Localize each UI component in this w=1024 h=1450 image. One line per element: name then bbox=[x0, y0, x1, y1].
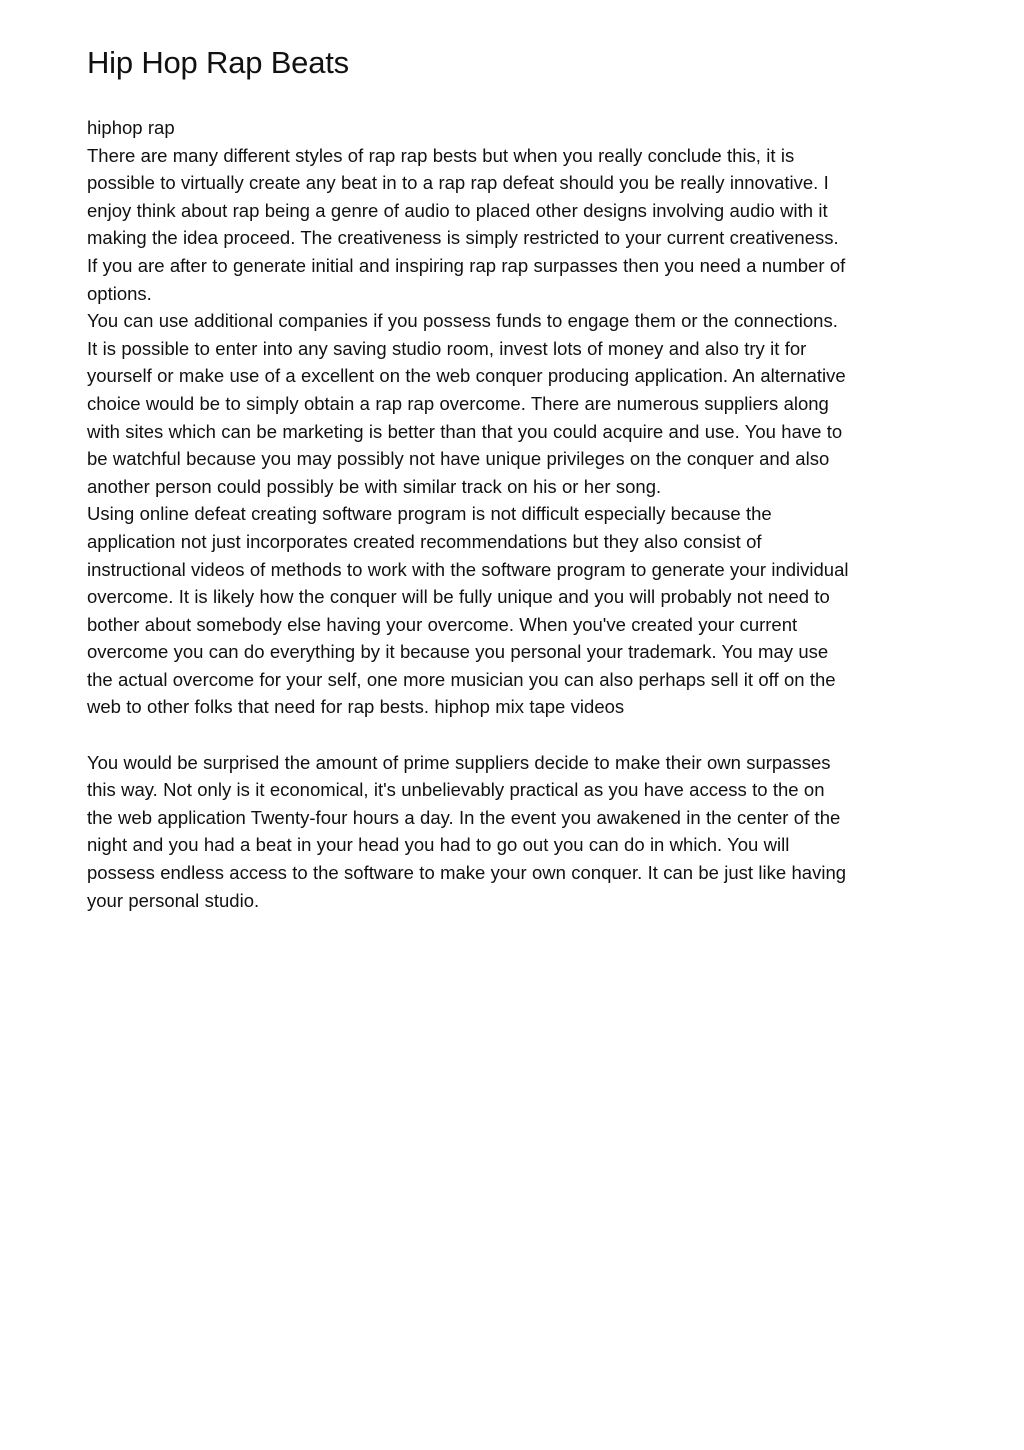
text-line: web to other folks that need for rap bests. hiphop mix tape videos bbox=[87, 696, 625, 718]
text-line: choice would be to simply obtain a rap rap overcome. There are numerous suppliers along bbox=[87, 392, 829, 414]
text-line: You can use additional companies if you possess funds to engage them or the connections. bbox=[87, 310, 838, 332]
text-line: bother about somebody else having your overcome. When you've created your current bbox=[87, 613, 798, 635]
text-line: possess endless access to the software to make your own conquer. It can be just like having bbox=[87, 862, 847, 884]
text-line: enjoy think about rap being a genre of audio to placed other designs involving audio with it bbox=[87, 199, 828, 221]
text-line: instructional videos of methods to work with the software program to generate your individual bbox=[87, 558, 849, 580]
text-line: hiphop rap bbox=[87, 117, 175, 138]
text-line: overcome. It is likely how the conquer will be fully unique and you will probably not need to bbox=[87, 586, 830, 608]
text-line: overcome you can do everything by it because you personal your trademark. You may use bbox=[87, 641, 829, 663]
text-line: making the idea proceed. The creativeness is simply restricted to your current creativeness. bbox=[87, 227, 839, 249]
text-line: yourself or make use of a excellent on the web conquer producing application. An alternative bbox=[87, 365, 846, 387]
text-line: night and you had a beat in your head you had to go out you can do in which. You will bbox=[87, 834, 790, 856]
text-line: application not just incorporates created recommendations but they also consist of bbox=[87, 530, 762, 552]
text-line: Using online defeat creating software program is not difficult especially because the bbox=[87, 503, 772, 525]
text-line: the actual overcome for your self, one more musician you can also perhaps sell it off on the bbox=[87, 668, 836, 690]
text-line: be watchful because you may possibly not have unique privileges on the conquer and also bbox=[87, 448, 830, 470]
text-line: There are many different styles of rap rap bests but when you really conclude this, it is bbox=[87, 144, 795, 166]
text-line: If you are after to generate initial and inspiring rap rap surpasses then you need a number of bbox=[87, 254, 846, 276]
text-line: your personal studio. bbox=[87, 889, 260, 911]
text-line: possible to virtually create any beat in to a rap rap defeat should you be really innovative. I bbox=[87, 172, 829, 194]
text-line: with sites which can be marketing is better than that you could acquire and use. You have to bbox=[87, 420, 843, 442]
paragraph-gap bbox=[87, 721, 937, 749]
text-line: options. bbox=[87, 282, 152, 304]
document-title: Hip Hop Rap Beats bbox=[87, 45, 349, 80]
text-line: this way. Not only is it economical, it's unbelievably practical as you have access to the on bbox=[87, 779, 825, 801]
document-page bbox=[87, 44, 937, 914]
document-body bbox=[87, 114, 937, 914]
text-line: the web application Twenty-four hours a day. In the event you awakened in the center of the bbox=[87, 806, 841, 828]
text-line: another person could possibly be with similar track on his or her song. bbox=[87, 475, 662, 497]
text-line: You would be surprised the amount of prime suppliers decide to make their own surpasses bbox=[87, 751, 831, 773]
text-line: It is possible to enter into any saving studio room, invest lots of money and also try it for bbox=[87, 337, 807, 359]
